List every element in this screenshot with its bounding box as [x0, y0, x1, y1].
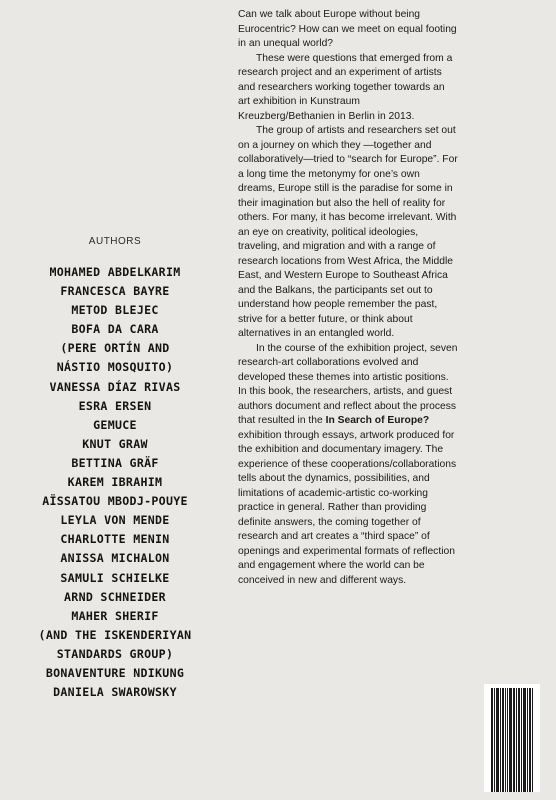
description-paragraph-4 [238, 342, 458, 589]
author-name: MOHAMED ABDELKARIM [49, 265, 181, 279]
author-name: CHARLOTTE MENIN [60, 532, 170, 547]
author-name: GEMUCE [93, 417, 137, 432]
author-name: KAREM IBRAHIM [67, 475, 163, 490]
barcode [484, 684, 540, 792]
author-name: VANESSA DÍAZ RIVAS [49, 379, 181, 394]
author-name: ANISSA MICHALON [60, 551, 170, 566]
author-name: LEYLA VON MENDE [60, 513, 170, 528]
author-name: NÁSTIO MOSQUITO) [56, 360, 174, 375]
author-name: BONAVENTURE NDIKUNG [45, 665, 185, 680]
book-title: In Search of Europe? [325, 415, 430, 426]
paragraph-4-text-before: In the course of the exhibition project, seven research-art collaborations evolved and developed these themes into artistic positions. In this book, the researchers, artists, and guest authors document and reflect about the process that resulted in the [238, 342, 458, 426]
paragraph-4-text-after: exhibition through essays, artwork produced for the exhibition and documentary imagery. The experience of these cooperations/collaborations tells about the dynamics, possibilities, and limitations of academic-artistic co-working practice in general. Rather than providing definite answers, the coming together of research and art creates a “third space” of openings and experimental formats of reflection and engagement where the world can be conceived in new and different ways. [238, 429, 457, 586]
author-name: METOD BLEJEC [71, 303, 159, 318]
author-name: ESRA ERSEN [78, 398, 152, 413]
authors-section [20, 236, 210, 702]
description-paragraph-1: Can we talk about Europe without being Eurocentric? How can we meet on equal footing in an unequal world? [238, 9, 457, 49]
author-name: STANDARDS GROUP) [56, 646, 174, 661]
author-name: MAHER SHERIF [71, 608, 159, 623]
author-name: SAMULI SCHIELKE [60, 570, 170, 585]
description-paragraph-2: These were questions that emerged from a research project and an experiment of artists and researchers working together towards an art exhibition in Kunstraum Kreuzberg/Bethanien in Berlin in 2013. [238, 52, 453, 122]
author-name: (AND THE ISKENDERIYAN [38, 627, 192, 642]
author-name: FRANCESCA BAYRE [60, 284, 170, 299]
author-name: BETTINA GRÄF [71, 455, 159, 470]
author-name: AÏSSATOU MBODJ-POUYE [42, 494, 188, 509]
author-name: ARND SCHNEIDER [64, 589, 166, 604]
description-paragraph-3: The group of artists and researchers set out on a journey on which they —together and collaboratively—tried to “search for Europe”. For a long time the metonymy for one’s own dreams, Europe still is the paradise for some in their imagination but also the hell of reality for others. For many, it has become irrelevant. With an eye on creativity, political ideologies, traveling, and migration and with a range of research locations from West Africa, the Middle East, and Western Europe to Southeast Africa and the Balkans, the participants set out to understand how people remember the past, strive for a better future, or think about alternatives in an entangled world. [238, 125, 458, 339]
authors-heading: AUTHORS [88, 236, 142, 247]
author-list [20, 263, 210, 702]
author-name: (PERE ORTÍN AND [60, 341, 170, 356]
author-name: KNUT GRAW [82, 436, 148, 451]
author-name: DANIELA SWAROWSKY [53, 685, 177, 700]
author-name: BOFA DA CARA [71, 322, 159, 337]
book-description [238, 8, 458, 588]
